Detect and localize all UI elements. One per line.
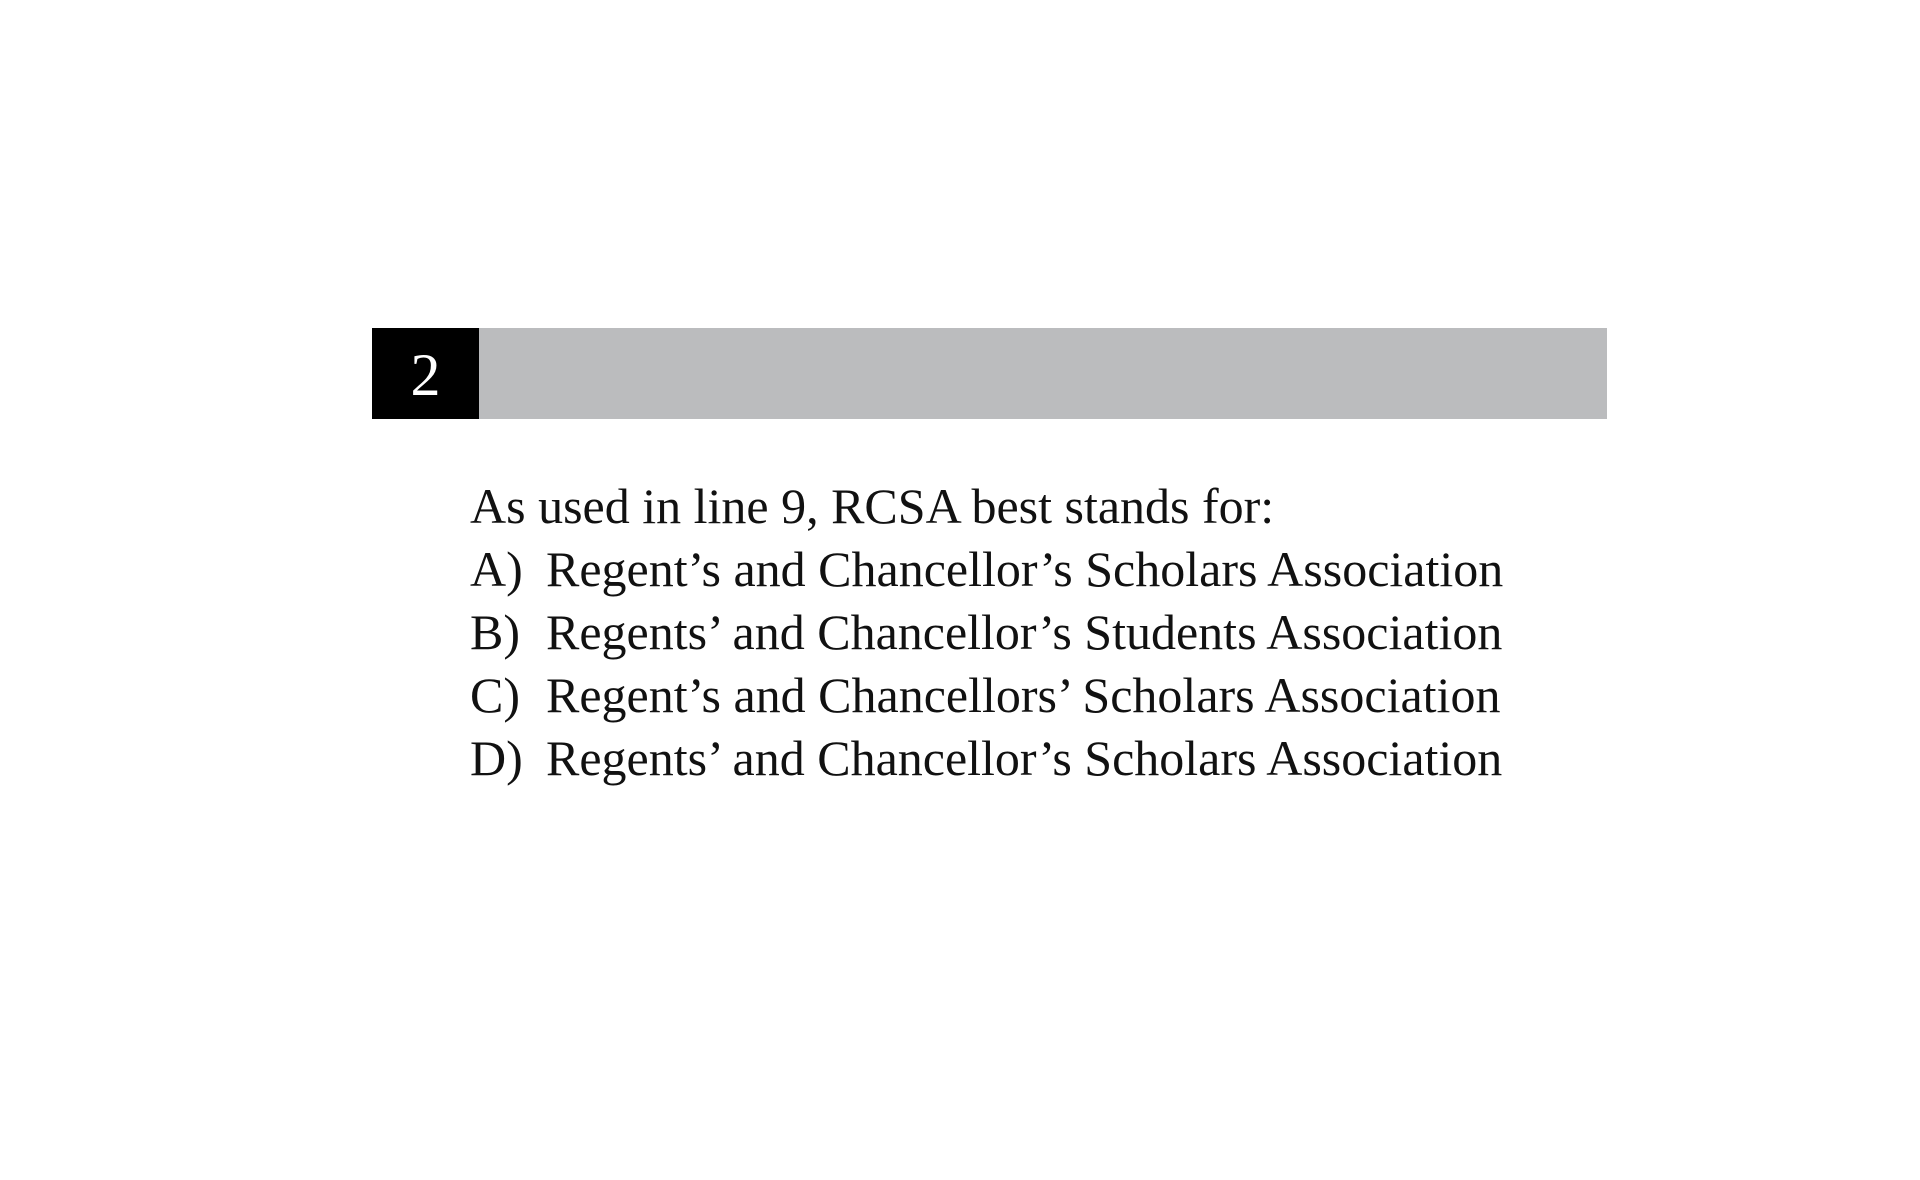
- answer-choice-d: [470, 727, 1590, 790]
- question-number: 2: [372, 328, 479, 419]
- choice-text: Regent’s and Chancellor’s Scholars Association: [546, 541, 1504, 597]
- choice-text: Regent’s and Chancellors’ Scholars Association: [546, 667, 1501, 723]
- answer-choice-b: [470, 601, 1590, 664]
- answer-choice-a: [470, 538, 1590, 601]
- answer-choice-c: [470, 664, 1590, 727]
- choice-letter: D): [470, 730, 523, 786]
- choice-text: Regents’ and Chancellor’s Students Association: [546, 604, 1503, 660]
- answer-choices: [470, 538, 1590, 790]
- question-header: [372, 328, 1607, 419]
- choice-text: Regents’ and Chancellor’s Scholars Association: [546, 730, 1503, 786]
- choice-letter: A): [470, 541, 523, 597]
- header-bar: [479, 328, 1607, 419]
- choice-letter: C): [470, 667, 520, 723]
- question-prompt: As used in line 9, RCSA best stands for:: [470, 478, 1275, 534]
- choice-letter: B): [470, 604, 520, 660]
- question-body: [470, 475, 1590, 790]
